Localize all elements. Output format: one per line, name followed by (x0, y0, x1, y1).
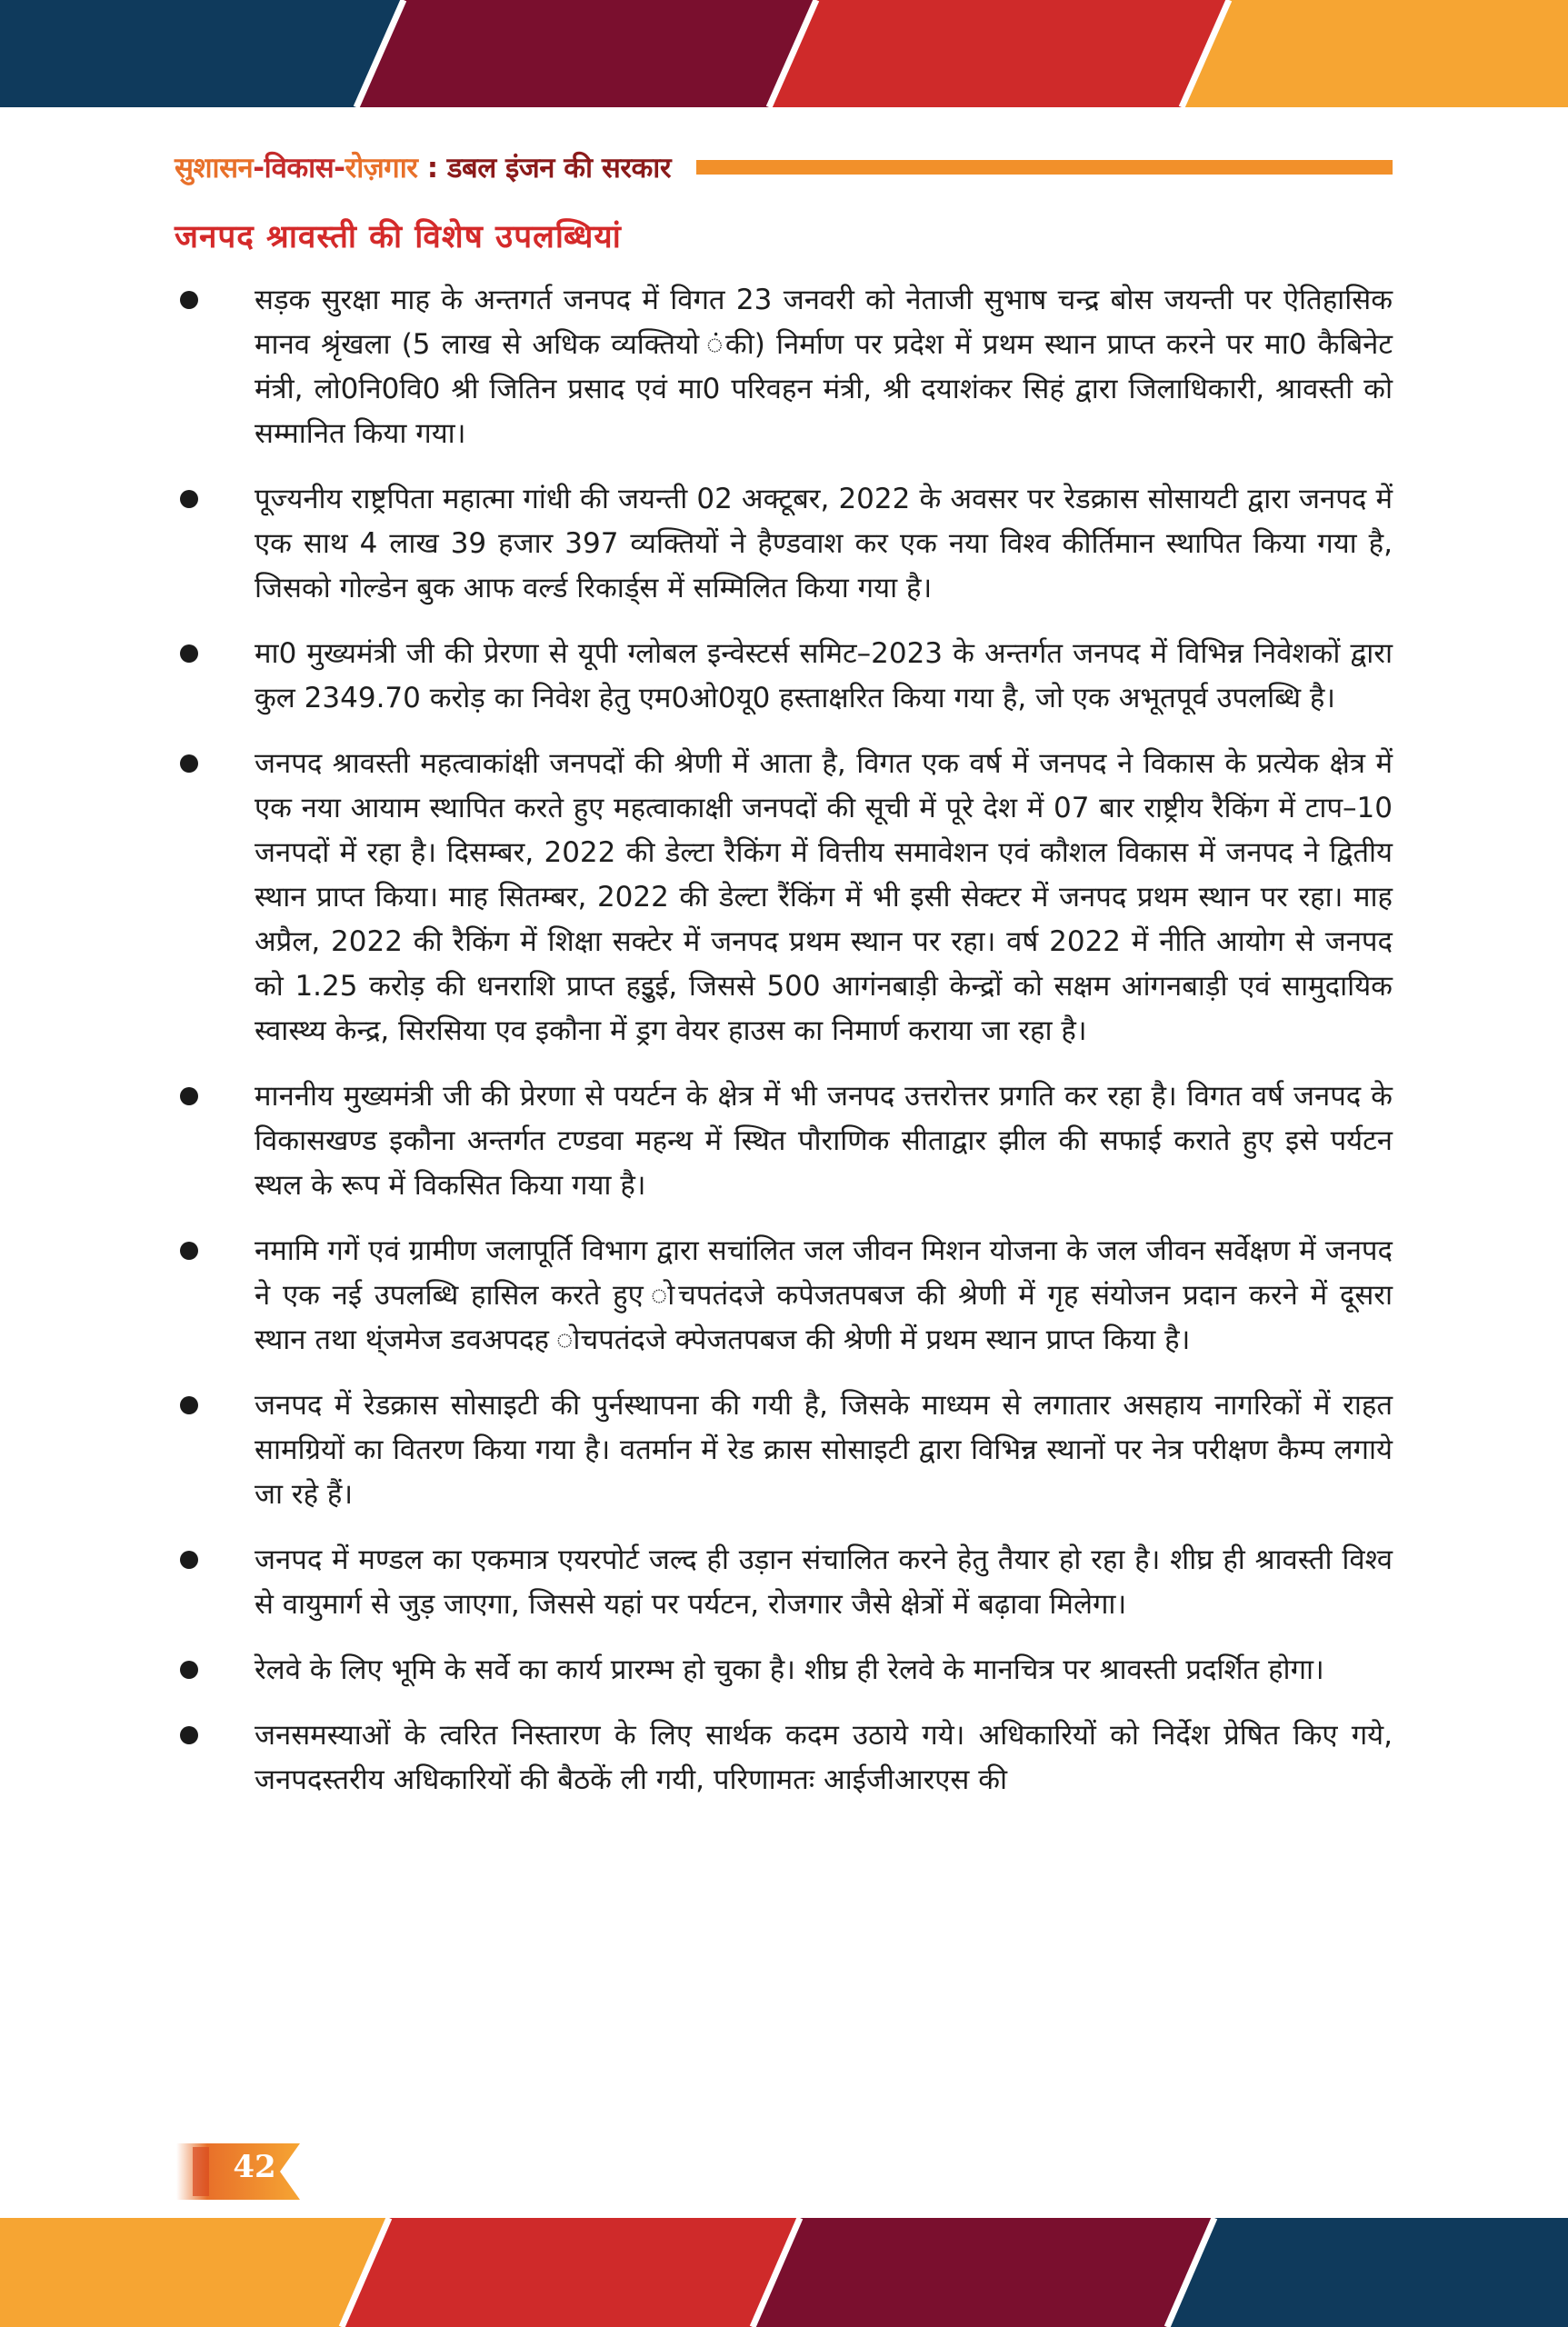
list-item (178, 1538, 1393, 1627)
list-item (178, 1074, 1393, 1208)
bullet-icon (180, 1242, 198, 1260)
running-header-title (175, 148, 671, 186)
list-item (178, 278, 1393, 456)
bullet-icon (180, 1551, 198, 1569)
header-separator: - (253, 152, 265, 185)
header-word-double-engine: : डबल इंजन की सरकार (417, 152, 672, 185)
bullet-icon (180, 1661, 198, 1679)
list-item (178, 1713, 1393, 1803)
list-item (178, 1229, 1393, 1363)
list-item-text: पूज्यनीय राष्ट्रपिता महात्मा गांधी की जयन्ती 02 अक्टूबर, 2022 के अवसर पर रेडक्रास सोसायटी द्वारा जनपद में एक साथ 4 लाख 39 हजार 397 व्यक्तियों ने हैण्डवाश कर एक नया विश्व कीर्तिमान स्थापित किया गया है, जिसको गोल्डेन बुक आफ वर्ल्ड रिकार्ड्स में सम्मिलित किया गया है। (255, 483, 1393, 604)
achievements-list (178, 278, 1393, 1823)
list-item-text: माननीय मुख्यमंत्री जी की प्रेरणा से पयर्टन के क्षेत्र में भी जनपद उत्तरोत्तर प्रगति कर रहा है। विगत वर्ष जनपद के विकासखण्ड इकौना अन्तर्गत टण्डवा महन्थ में स्थित पौराणिक सीताद्वार झील की सफाई कराते हुए इसे पर्यटन स्थल के रूप में विकसित किया गया है। (255, 1080, 1393, 1202)
header-separator: - (334, 152, 345, 185)
section-title: जनपद श्रावस्ती की विशेष उपलब्धियां (175, 218, 622, 255)
bullet-icon (180, 490, 198, 508)
list-item-text: जनपद श्रावस्ती महत्वाकांक्षी जनपदों की श्रेणी में आता है, विगत एक वर्ष में जनपद ने विकास के प्रत्येक क्षेत्र में एक नया आयाम स्थापित करते हुए महत्वाकाक्षी जनपदों की सूची में पूरे देश में 07 बार राष्ट्रीय रैकिंग में टाप–10 जनपदों में रहा है। दिसम्बर, 2022 की डेल्टा रैकिंग में वित्तीय समावेशन एवं कौशल विकास में जनपद ने द्वितीय स्थान प्राप्त किया। माह सितम्बर, 2022 की डेल्टा रैंकिंग में भी इसी सेक्टर में जनपद प्रथम स्थान पर रहा। माह अप्रैल, 2022 की रैकिंग में शिक्षा सक्टेर में जनपद प्रथम स्थान पर रहा। वर्ष 2022 में नीति आयोग से जनपद को 1.25 करोड़ की धनराशि प्राप्त हइुई, जिससे 500 आगंनबाड़ी केन्द्रों को सक्षम आंगनबाड़ी एवं सामुदायिक स्वास्थ्य केन्द्र, सिरसिया एव इकौना में ड्रग वेयर हाउस का निमार्ण कराया जा रहा है। (255, 747, 1393, 1047)
header-word-sushasan: सुशासन (175, 152, 254, 185)
top-color-band (0, 0, 1568, 107)
list-item-text: रेलवे के लिए भूमि के सर्वे का कार्य प्रारम्भ हो चुका है। शीघ्र ही रेलवे के मानचित्र पर श्रावस्ती प्रदर्शित होगा। (255, 1653, 1324, 1686)
list-item-text: सड़क सुरक्षा माह के अन्तगर्त जनपद में विगत 23 जनवरी को नेताजी सुभाष चन्द्र बोस जयन्ती पर ऐतिहासिक मानव श्रृंखला (5 लाख से अधिक व्यक्तियो ंकी) निर्माण पर प्रदेश में प्रथम स्थान प्राप्त करने पर मा0 कैबिनेट मंत्री, लो0नि0वि0 श्री जितिन प्रसाद एवं मा0 परिवहन मंत्री, श्री दयाशंकर सिहं द्वारा जिलाधिकारी, श्रावस्ती को सम्मानित किया गया। (255, 284, 1393, 450)
bullet-icon (180, 1396, 198, 1414)
bullet-icon (180, 291, 198, 309)
page-number: 42 (233, 2149, 276, 2185)
list-item (178, 477, 1393, 611)
page-number-tab (176, 2142, 300, 2202)
list-item-text: जनपद में मण्डल का एकमात्र एयरपोर्ट जल्द ही उड़ान संचालित करने हेतु तैयार हो रहा है। शीघ्र ही श्रावस्ती विश्व से वायुमार्ग से जुड़ जाएगा, जिससे यहां पर पर्यटन, रोजगार जैसे क्षेत्रों में बढ़ावा मिलेगा। (255, 1543, 1393, 1621)
bullet-icon (180, 754, 198, 773)
list-item-text: मा0 मुख्यमंत्री जी की प्रेरणा से यूपी ग्लोबल इन्वेस्टर्स समिट–2023 के अन्तर्गत जनपद में विभिन्न निवेशकों द्वारा कुल 2349.70 करोड़ का निवेश हेतु एम0ओ0यू0 हस्ताक्षरित किया गया है, जो एक अभूतपूर्व उपलब्धि है। (255, 637, 1393, 714)
list-item (178, 632, 1393, 721)
header-word-rozgar: रोज़गार (345, 152, 418, 185)
header-rule (696, 160, 1393, 175)
running-header (175, 147, 1393, 187)
bottom-color-band (0, 2218, 1568, 2327)
bullet-icon (180, 644, 198, 663)
list-item-text: नमामि गगें एवं ग्रामीण जलापूर्ति विभाग द्वारा सचांलित जल जीवन मिशन योजना के जल जीवन सर्वेक्षण में जनपद ने एक नई उपलब्धि हासिल करते हुए ोचपतंदजे कपेजतपबज की श्रेणी में गृह संयोजन प्रदान करने में दूसरा स्थान तथा थ्ंजमेज डवअपदह ोचपतंदजे क्पेजतपबज की श्रेणी में प्रथम स्थान प्राप्त किया है। (255, 1234, 1393, 1356)
list-item-text: जनपद में रेडक्रास सोसाइटी की पुर्नस्थापना की गयी है, जिसके माध्यम से लगातार असहाय नागरिकों में राहत सामग्रियों का वितरण किया गया है। वतर्मान में रेड क्रास सोसाइटी द्वारा विभिन्न स्थानों पर नेत्र परीक्षण कैम्प लगाये जा रहे हैं। (255, 1389, 1393, 1511)
list-item-text: जनसमस्याओं के त्वरित निस्तारण के लिए सार्थक कदम उठाये गये। अधिकारियों को निर्देश प्रेषित किए गये, जनपदस्तरीय अधिकारियों की बैठकें ली गयी, परिणामतः आईजीआरएस की (255, 1719, 1393, 1796)
list-item (178, 742, 1393, 1054)
bullet-icon (180, 1726, 198, 1744)
header-word-vikas: विकास (264, 152, 335, 185)
bullet-icon (180, 1087, 198, 1105)
list-item (178, 1383, 1393, 1517)
list-item (178, 1648, 1393, 1693)
